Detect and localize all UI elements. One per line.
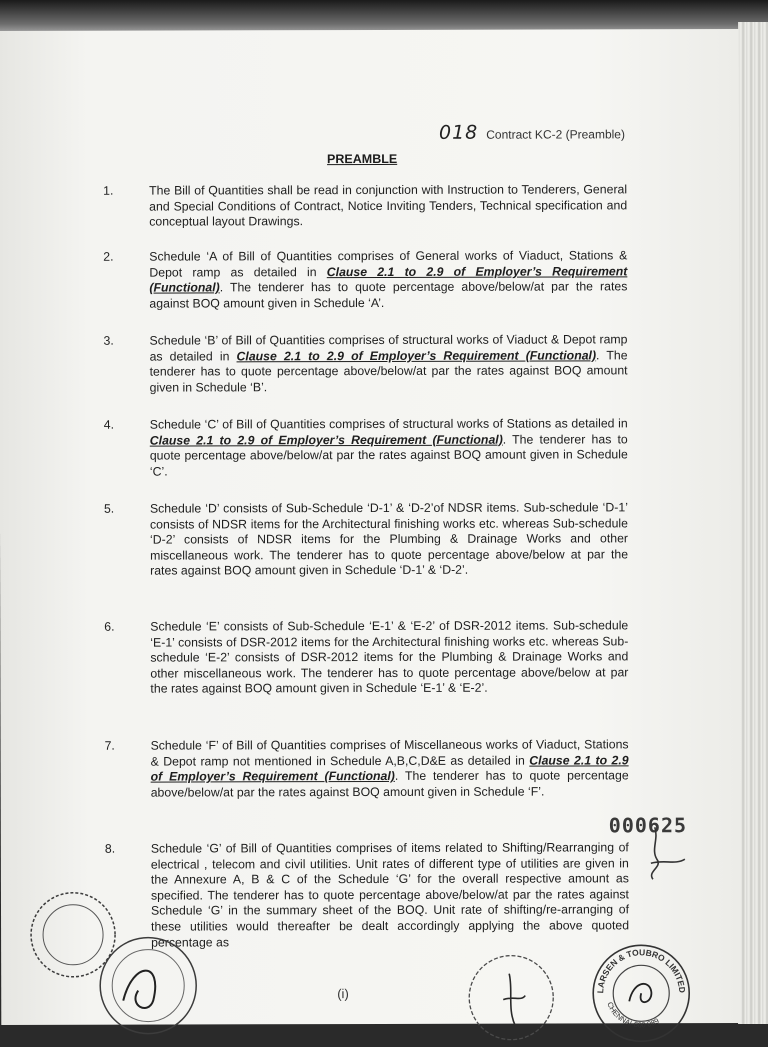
- item-text-part: . The tenderer has to quote percentage above/below/at par the rates against BOQ amount given in Schedule ‘B’.: [149, 347, 628, 395]
- item-text-part: . The tenderer has to quote percentage above/below/at par the rates against BOQ amount given in Schedule ‘F’.: [150, 768, 629, 800]
- item-text: [151, 737, 629, 801]
- larsen-toubro-seal: [589, 941, 693, 1045]
- signature-mark: [641, 819, 691, 889]
- clause-reference: Clause 2.1 to 2.9 of Employer’s Requirement (Functional): [149, 263, 628, 295]
- document-page: [0, 29, 741, 1030]
- page-number: 018: [438, 121, 479, 144]
- list-item: [105, 737, 629, 801]
- seal-company-text: LARSEN & TOUBRO LIMITED: [595, 947, 688, 994]
- item-number: 7.: [104, 738, 115, 753]
- svg-text:CHENNAI-600 089: [605, 1000, 660, 1029]
- list-item: [103, 332, 627, 396]
- item-number: 2.: [103, 249, 114, 264]
- item-number: 1.: [103, 183, 114, 198]
- item-text: [149, 248, 627, 312]
- center-right-seal: [463, 950, 559, 1046]
- item-text-part: Schedule ‘B’ of Bill of Quantities comprises of structural works of Viaduct & Depot ramp as detailed in: [149, 332, 628, 364]
- list-item: [104, 416, 628, 480]
- item-number: 6.: [104, 619, 115, 634]
- item-text-part: Schedule ‘D’ consists of Sub-Schedule ‘D-1’ & ‘D-2’of NDSR items. Sub-schedule ‘D-1’ consists of NDSR items for the Architectural finishing works etc. whereas Sub-schedule ‘D-2’ consists of NDSR items for the Plumbing & Drainage Works and other miscellaneous work. The tenderer has to quote percentage above/below at par the rates against BOQ amount given in Schedule ‘D-1’ & ‘D-2’.: [149, 500, 629, 578]
- item-text-part: Schedule ‘A of Bill of Quantities comprises of General works of Viaduct, Stations & Depot ramp as detailed in: [149, 248, 628, 280]
- item-number: 4.: [103, 417, 115, 432]
- item-text-part: The Bill of Quantities shall be read in conjunction with Instruction to Tenderers, General and Special Conditions of Contract, Notice Inviting Tenders, Technical specification and conceptual layout Drawings.: [149, 182, 628, 229]
- list-item: [104, 500, 628, 579]
- item-text: [151, 840, 629, 950]
- item-text: [150, 416, 628, 480]
- item-text-part: Schedule ‘G’ of Bill of Quantities comprises of items related to Shifting/Rearranging of electrical , telecom and civil utilities. Unit rates of different type of utilities are given in the Annexure A, B & C of the Schedule ‘G’ for the overall respective amount as specified. The tenderer has to quote percentage above/below/at par the rates against Schedule ‘G’ in the summary sheet of the BOQ. Unit rate of shifting/re-arranging of these utilities would thereafter be dealt accordingly applying the above quoted percentage as: [150, 840, 630, 950]
- item-number: 8.: [104, 841, 116, 856]
- svg-text:LARSEN & TOUBRO LIMITED: [595, 947, 687, 993]
- item-text-part: Schedule ‘F’ of Bill of Quantities comprises of Miscellaneous works of Viaduct, Stations & Depot ramp not mentioned in Schedule A,B,C,D&E as detailed in: [150, 737, 629, 769]
- item-text-part: . The tenderer has to quote percentage above/below/at par the rates against BOQ amount given in Schedule ‘C’.: [149, 431, 628, 479]
- footer-page-number: (i): [337, 986, 349, 1002]
- list-item: [104, 618, 628, 697]
- clause-reference: Clause 2.1 to 2.9 of Employer’s Requirement (Functional): [149, 432, 503, 448]
- page-stack-edge: [738, 22, 768, 1024]
- list-item: [103, 182, 627, 230]
- item-text-part: . The tenderer has to quote percentage above/below/at par the rates against BOQ amount given in Schedule ‘A’.: [149, 279, 628, 311]
- clause-reference: Clause 2.1 to 2.9 of Employer’s Requirement (Functional): [236, 348, 597, 363]
- seal-city-text: CHENNAI-600 089: [605, 1000, 661, 1030]
- item-text: [149, 332, 627, 396]
- contract-reference: Contract KC-2 (Preamble): [486, 127, 625, 142]
- list-item: [103, 248, 627, 312]
- clause-reference: Clause 2.1 to 2.9 of Employer’s Requirement (Functional): [150, 752, 629, 784]
- page-title: PREAMBLE: [327, 151, 398, 167]
- item-number: 3.: [103, 333, 114, 348]
- item-text: [149, 182, 627, 230]
- item-text-part: Schedule ‘C’ of Bill of Quantities comprises of structural works of Stations as detailed in: [149, 416, 628, 432]
- item-text: [150, 618, 628, 697]
- page-header: [439, 121, 625, 143]
- center-left-seal: [93, 930, 203, 1040]
- serial-number-stamp: 000625: [608, 813, 688, 838]
- item-text-part: Schedule ‘E’ consists of Sub-Schedule ‘E-1’ & ‘E-2’ of DSR-2012 items. Sub-schedule ‘E-1’ consists of DSR-2012 items for the Architectural finishing works etc. whereas Sub-schedule ‘E-2’ consists of DSR-2012 items for the Plumbing & Drainage Works and other miscellaneous work. The tenderer has to quote percentage above/below at par the rates against BOQ amount given in Schedule ‘E-1’ & ‘E-2’.: [150, 618, 629, 696]
- item-text: [150, 500, 628, 579]
- item-number: 5.: [103, 501, 115, 516]
